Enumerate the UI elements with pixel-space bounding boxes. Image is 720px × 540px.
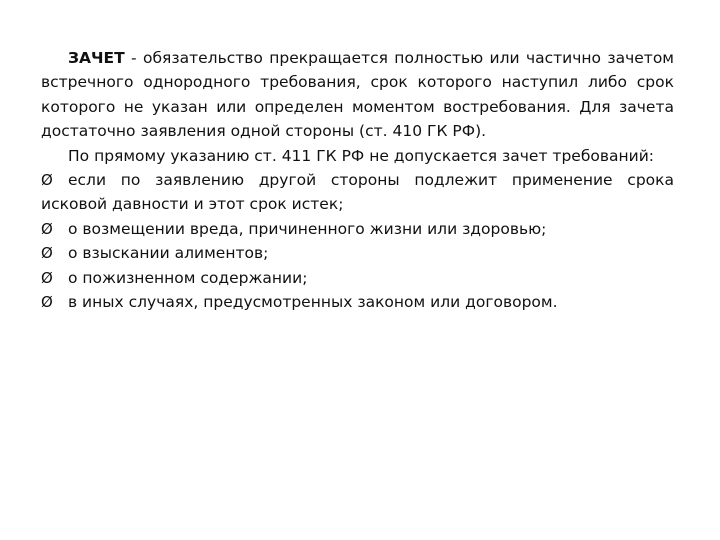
arrow-bullet-icon: Ø	[41, 244, 53, 263]
arrow-bullet-icon: Ø	[41, 171, 53, 190]
list-item-text: о возмещении вреда, причиненного жизни или здоровью;	[68, 219, 547, 238]
list-item-text: о пожизненном содержании;	[68, 268, 308, 287]
list-item-text: если по заявлению другой стороны подлежит применение срока исковой давности и этот срок истек;	[41, 171, 674, 214]
arrow-bullet-icon: Ø	[41, 268, 53, 287]
list-item-text: о взыскании алиментов;	[68, 244, 269, 263]
definition-text: - обязательство прекращается полностью или частично зачетом встречного однородного требования, срок которого наступил либо срок которого не указан или определен моментом востребования. Для зачета достаточно заявления одной стороны (ст. 410 ГК РФ).	[41, 49, 674, 141]
list-item	[41, 266, 674, 290]
list-item	[41, 217, 674, 241]
list-intro: По прямому указанию ст. 411 ГК РФ не допускается зачет требований:	[68, 146, 655, 165]
arrow-bullet-icon: Ø	[41, 293, 53, 312]
list-item	[41, 290, 674, 314]
term-heading: ЗАЧЕТ	[68, 49, 125, 67]
exception-list	[41, 168, 674, 314]
list-item	[41, 241, 674, 265]
list-item-text: в иных случаях, предусмотренных законом или договором.	[68, 293, 558, 312]
arrow-bullet-icon: Ø	[41, 219, 53, 238]
definition-paragraph	[41, 46, 674, 144]
slide-body	[41, 46, 674, 314]
list-item	[41, 168, 674, 217]
